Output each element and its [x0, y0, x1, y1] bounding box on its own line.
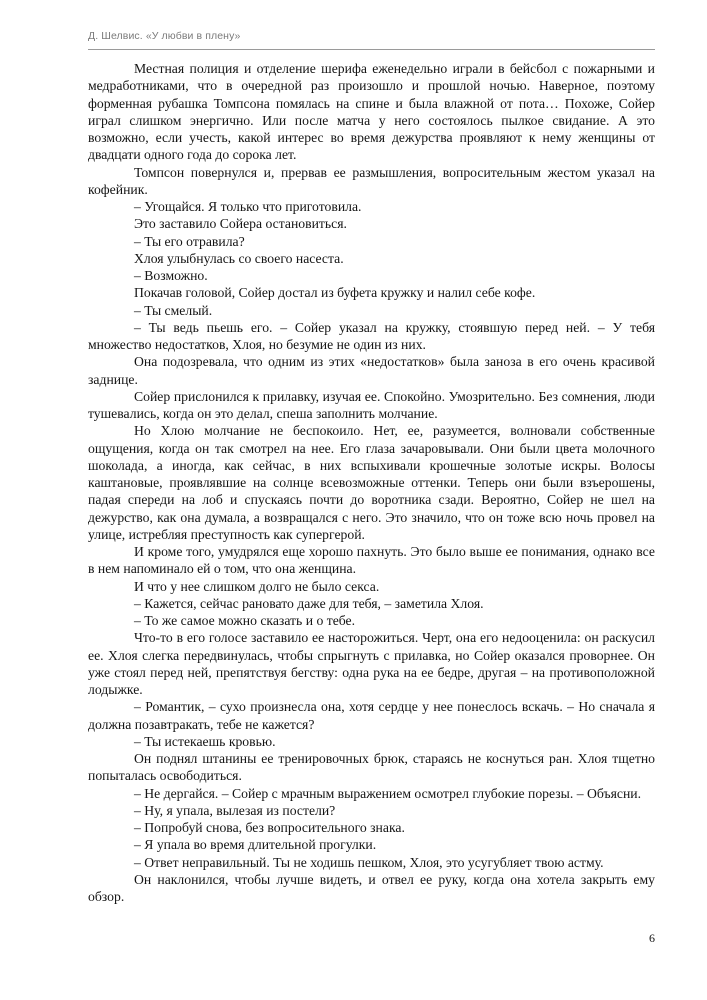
paragraph: Он поднял штанины ее тренировочных брюк, стараясь не коснуться ран. Хлоя тщетно попыталась освободиться. [88, 751, 655, 784]
paragraph: – Не дергайся. – Сойер с мрачным выражением осмотрел глубокие порезы. – Объясни. [134, 785, 642, 801]
paragraph: – Ты смелый. [134, 302, 213, 318]
paragraph: – Ты истекаешь кровью. [134, 733, 276, 749]
paragraph: Что-то в его голосе заставило ее насторожиться. Черт, она его недооценила: он раскусил ее. Хлоя слегка передвинулась, чтобы спрыгнуть с прилавка, но Сойер оказался проворнее. Он уже стоял перед ней, препятствуя бегству: одна рука на ее бедре, другая – на противоположной лодыжке. [88, 630, 655, 697]
paragraph: – Романтик, – сухо произнесла она, хотя сердце у нее понеслось вскачь. – Но сначала я должна позавтракать, тебе не кажется? [88, 699, 655, 732]
paragraph: – Ты ведь пьешь его. – Сойер указал на кружку, стоявшую перед ней. – У тебя множество недостатков, Хлоя, но безумие не один из них. [88, 319, 655, 352]
paragraph: – Я упала во время длительной прогулки. [134, 837, 377, 853]
paragraph: Сойер прислонился к прилавку, изучая ее. Спокойно. Умозрительно. Без сомнения, люди тушевались, когда он это делал, спеша заполнить молчание. [88, 388, 655, 421]
paragraph: – Ну, я упала, вылезая из постели? [134, 802, 336, 818]
paragraph: – Кажется, сейчас рановато даже для тебя, – заметила Хлоя. [134, 595, 484, 611]
paragraph: Она подозревала, что одним из этих «недостатков» была заноза в его очень красивой заднице. [88, 354, 655, 387]
paragraph: Томпсон повернулся и, прервав ее размышления, вопросительным жестом указал на кофейник. [88, 164, 655, 197]
paragraph: – Попробуй снова, без вопросительного знака. [134, 820, 405, 835]
header-divider [88, 49, 655, 50]
paragraph: – Ты его отравила? [134, 233, 245, 249]
paragraph: Покачав головой, Сойер достал из буфета кружку и налил себе кофе. [134, 285, 536, 301]
paragraph: И что у нее слишком долго не было секса. [134, 578, 380, 594]
paragraph: Это заставило Сойера остановиться. [134, 216, 347, 232]
paragraph: – То же самое можно сказать и о тебе. [134, 613, 356, 628]
page-number: 6 [649, 931, 655, 945]
paragraph: И кроме того, умудрялся еще хорошо пахнуть. Это было выше ее понимания, однако все в нем напоминало ей о том, что она женщина. [88, 544, 655, 577]
paragraph: Но Хлою молчание не беспокоило. Нет, ее, разумеется, волновали собственные ощущения, когда он так смотрел на нее. Его глаза зачаровывали. Они были цвета молочного шоколада, а иногда, как сейчас, в них вспыхивали крошечные золотые искры. Волосы каштановые, проявлявшие на солнце всевозможные оттенки. Теперь они были взъерошены, падая спереди на лоб и спускаясь почти до воротника сзади. Вероятно, Сойер не шел на дежурство, как она думала, а возвращался с него. Это значило, что он тоже всю ночь провел на улице, истребляя преступность как супергерой. [88, 423, 655, 542]
paragraph: – Ответ неправильный. Ты не ходишь пешком, Хлоя, это усугубляет твою астму. [134, 854, 604, 870]
paragraph: Местная полиция и отделение шерифа еженедельно играли в бейсбол с пожарными и медработниками, что в очередной раз произошло и прошлой ночью. Наверное, поэтому форменная рубашка Томпсона помялась на спине и была влажной от пота… Похоже, Сойер играл слишком энергично. Или после матча у него состоялось пылкое свидание. А это возможно, если учесть, какой интерес во время дежурства проявляют к нему женщины от двадцати одного года до сорока лет. [88, 61, 655, 163]
running-header: Д. Шелвис. «У любви в плену» [88, 30, 241, 42]
paragraph: Он наклонился, чтобы лучше видеть, и отвел ее руку, когда она хотела закрыть ему обзор. [88, 871, 655, 904]
paragraph: – Возможно. [134, 268, 208, 283]
body-text [88, 60, 655, 905]
paragraph: – Угощайся. Я только что приготовила. [134, 199, 362, 214]
paragraph: Хлоя улыбнулась со своего насеста. [134, 250, 344, 266]
